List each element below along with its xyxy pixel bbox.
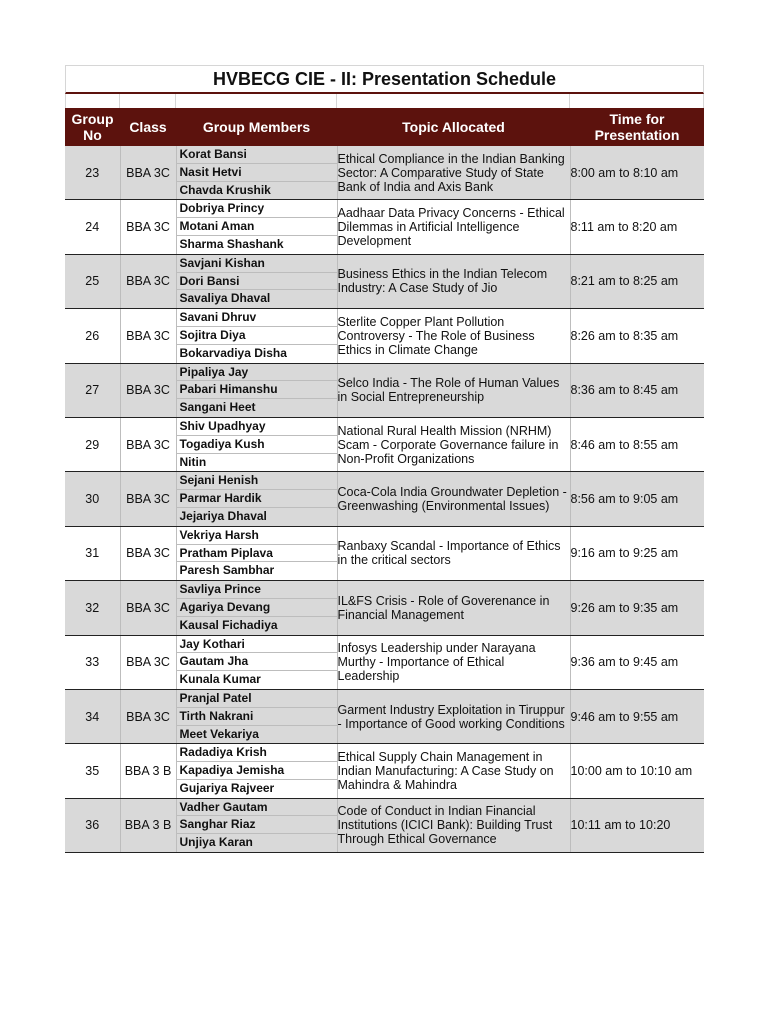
class-cell: BBA 3C [120,417,176,471]
topic-cell: Ranbaxy Scandal - Importance of Ethics in the critical sectors [337,526,570,580]
members-cell [176,798,337,852]
table-row [65,798,704,852]
time-cell: 10:11 am to 10:20 [570,798,704,852]
time-cell: 8:36 am to 8:45 am [570,363,704,417]
topic-cell: National Rural Health Mission (NRHM) Scam - Corporate Governance failure in Non-Profit Organizations [337,417,570,471]
member-name: Sojitra Diya [177,327,337,345]
group-no-cell: 34 [65,689,120,743]
time-cell: 8:56 am to 9:05 am [570,472,704,526]
member-name: Pabari Himanshu [177,381,337,399]
class-cell: BBA 3C [120,254,176,308]
table-row [65,689,704,743]
time-cell: 8:11 am to 8:20 am [570,200,704,254]
header-row [65,108,704,146]
member-name: Dobriya Princy [177,200,337,218]
table-row [65,254,704,308]
time-cell: 8:26 am to 8:35 am [570,309,704,363]
class-cell: BBA 3C [120,309,176,363]
table-row [65,526,704,580]
member-name: Korat Bansi [177,146,337,164]
members-cell [176,417,337,471]
time-cell: 9:36 am to 9:45 am [570,635,704,689]
members-cell [176,146,337,200]
members-cell [176,526,337,580]
class-cell: BBA 3C [120,635,176,689]
class-cell: BBA 3C [120,526,176,580]
group-no-cell: 36 [65,798,120,852]
member-name: Kunala Kumar [179,672,261,687]
member-name: Jejariya Dhaval [179,508,267,523]
spacer-row [65,94,704,108]
table-row [65,417,704,471]
member-name: Vadher Gautam [177,799,337,817]
member-name: Jay Kothari [177,636,337,654]
member-name: Nitin [179,454,207,469]
table-row [65,363,704,417]
topic-cell: Garment Industry Exploitation in Tiruppur - Importance of Good working Conditions [337,689,570,743]
table-row [65,200,704,254]
topic-cell: IL&FS Crisis - Role of Goverenance in Financial Management [337,581,570,635]
group-no-cell: 25 [65,254,120,308]
class-cell: BBA 3 B [120,798,176,852]
member-name: Pipaliya Jay [177,364,337,382]
class-cell: BBA 3C [120,146,176,200]
member-name: Vekriya Harsh [177,527,337,545]
member-name: Agariya Devang [177,599,337,617]
member-name: Paresh Sambhar [179,563,275,578]
member-name: Unjiya Karan [179,835,253,850]
header-class: Class [120,108,176,146]
class-cell: BBA 3C [120,689,176,743]
time-cell: 8:21 am to 8:25 am [570,254,704,308]
time-cell: 9:16 am to 9:25 am [570,526,704,580]
header-time: Time for Presentation [570,108,704,146]
header-members: Group Members [176,108,337,146]
topic-cell: Sterlite Copper Plant Pollution Controversy - The Role of Business Ethics in Climate Change [337,309,570,363]
class-cell: BBA 3C [120,363,176,417]
group-no-cell: 35 [65,744,120,798]
member-name: Sejani Henish [177,472,337,490]
member-name: Bokarvadiya Disha [179,345,287,360]
group-no-cell: 29 [65,417,120,471]
class-cell: BBA 3C [120,200,176,254]
member-name: Pratham Piplava [177,545,337,563]
table-row [65,309,704,363]
table-row [65,146,704,200]
class-cell: BBA 3 B [120,744,176,798]
member-name: Parmar Hardik [177,490,337,508]
member-name: Tirth Nakrani [177,708,337,726]
topic-cell: Coca-Cola India Groundwater Depletion - Greenwashing (Environmental Issues) [337,472,570,526]
members-cell [176,744,337,798]
member-name: Savjani Kishan [177,255,337,273]
member-name: Sangani Heet [179,400,256,415]
table-row [65,581,704,635]
members-cell [176,309,337,363]
member-name: Meet Vekariya [179,726,259,741]
member-name: Sharma Shashank [179,236,284,251]
member-name: Savani Dhruv [177,309,337,327]
member-name: Nasit Hetvi [177,164,337,182]
group-no-cell: 24 [65,200,120,254]
member-name: Dori Bansi [177,273,337,291]
topic-cell: Business Ethics in the Indian Telecom Industry: A Case Study of Jio [337,254,570,308]
class-cell: BBA 3C [120,581,176,635]
member-name: Savaliya Dhaval [179,291,271,306]
group-no-cell: 27 [65,363,120,417]
member-name: Motani Aman [177,218,337,236]
header-topic: Topic Allocated [337,108,570,146]
topic-cell: Ethical Compliance in the Indian Banking Sector: A Comparative Study of State Bank of India and Axis Bank [337,146,570,200]
time-cell: 9:26 am to 9:35 am [570,581,704,635]
group-no-cell: 32 [65,581,120,635]
member-name: Gautam Jha [177,653,337,671]
header-group-no: Group No [65,108,120,146]
table-row [65,744,704,798]
member-name: Shiv Upadhyay [177,418,337,436]
member-name: Sanghar Riaz [177,816,337,834]
schedule-rows [65,146,704,853]
table-row [65,472,704,526]
topic-cell: Infosys Leadership under Narayana Murthy - Importance of Ethical Leadership [337,635,570,689]
member-name: Kausal Fichadiya [179,617,278,632]
class-cell: BBA 3C [120,472,176,526]
member-name: Gujariya Rajveer [179,780,275,795]
schedule-sheet [65,65,704,853]
member-name: Chavda Krushik [179,182,271,197]
members-cell [176,472,337,526]
member-name: Togadiya Kush [177,436,337,454]
member-name: Savliya Prince [177,581,337,599]
members-cell [176,689,337,743]
members-cell [176,363,337,417]
topic-cell: Selco India - The Role of Human Values in Social Entrepreneurship [337,363,570,417]
group-no-cell: 33 [65,635,120,689]
members-cell [176,635,337,689]
topic-cell: Ethical Supply Chain Management in Indian Manufacturing: A Case Study on Mahindra & Mahindra [337,744,570,798]
members-cell [176,200,337,254]
time-cell: 10:00 am to 10:10 am [570,744,704,798]
members-cell [176,254,337,308]
group-no-cell: 26 [65,309,120,363]
table-row [65,635,704,689]
group-no-cell: 31 [65,526,120,580]
time-cell: 9:46 am to 9:55 am [570,689,704,743]
time-cell: 8:46 am to 8:55 am [570,417,704,471]
members-cell [176,581,337,635]
group-no-cell: 23 [65,146,120,200]
document-title: HVBECG CIE - II: Presentation Schedule [65,65,704,94]
topic-cell: Aadhaar Data Privacy Concerns - Ethical Dilemmas in Artificial Intelligence Development [337,200,570,254]
time-cell: 8:00 am to 8:10 am [570,146,704,200]
schedule-table [65,108,704,853]
member-name: Kapadiya Jemisha [177,762,337,780]
member-name: Pranjal Patel [177,690,337,708]
group-no-cell: 30 [65,472,120,526]
member-name: Radadiya Krish [177,744,337,762]
topic-cell: Code of Conduct in Indian Financial Institutions (ICICI Bank): Building Trust Through Ethical Governance [337,798,570,852]
